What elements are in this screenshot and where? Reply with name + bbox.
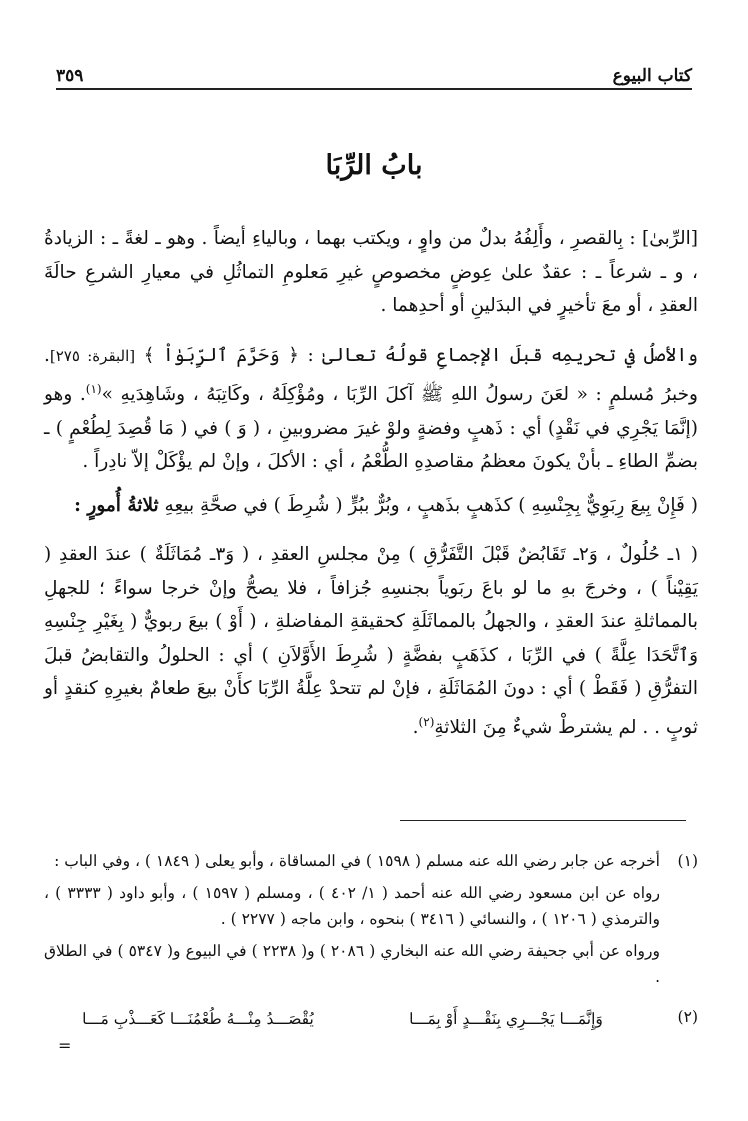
origin-text-a: والأصلُ في تحريمِه قبلَ الإجماعِ قولُهُ تعالىٰ : ﴿ وَحَرَّمَ ٱلرِّبَوٰاْ ﴾ [135,344,698,366]
origin-text-c: . وهو (إنَّمَا يَجْرِي في نَقْدٍ) أي : ذَهبٍ وفضةٍ ولوْ غيرَ مضروبينِ ، ( وَ ) في ( مَا قُصِدَ لِطُعْمٍ ) ـ بضمِّ الطاءِ ـ بأنْ يكونَ معظمُ مقاصدِهِ الطُّعْمُ ، أي : الأكلَ ، وإنْ لم يؤْكَلْ إلاّ نادِراً . [44,384,698,473]
footnote-marker-1: (١) [85,382,102,396]
footnote-2 [44,1004,698,1032]
footnote-paragraph: أخرجه عن جابر رضي الله عنه مسلم ( ١٥٩٨ ) في المساقاة ، وأبو يعلى ( ١٨٤٩ ) ، وفي الباب : [54,852,660,870]
book-title: كتاب البيوع [612,66,692,86]
page-number: ٣٥٩ [56,66,84,86]
origin-text-b: . وخبرُ مُسلمٍ : « لعَنَ رسولُ اللهِ ﷺ آكلَ الرِّبَا ، ومُؤْكِلَهُ ، وكَاتِبَهُ ، وشَاهِدَيهِ » [44,344,698,406]
main-text [44,222,698,754]
footnote-marker-2: (٢) [418,714,435,729]
quran-reference: [البقرة: ٢٧٥] [49,346,136,365]
footnote-divider [400,820,686,821]
verse-second-hemistich: يُقْصَـــدُ مِنْـــهُ طُعْمُنَـــا كَعَـــذْبِ مَـــا [82,1010,314,1028]
conditions-text: ( فَإِنْ بِيعَ رِبَوِيٌّ بِجِنْسِهِ ) كذَهبٍ بذَهبٍ ، وبُرٌّ ببُرٍّ ( شُرِطَ ) في صحَّةِ بيعِهِ [158,494,698,516]
paragraph-conditions [44,538,698,744]
paragraph-definition: [الرِّبىٰ] : بِالقصرِ ، وأَلِفُهُ بدلٌ من واوٍ ، ويكتب بهما ، وبالياءِ أيضاً . وهو ـ لغةً ـ : الزيادةُ ، و ـ شرعاً ـ : عقدٌ علىٰ عِوضٍ مخصوصٍ غيرِ مَعلومِ التماثُلِ في معيارِ الشرعِ حالَةَ العقدِ ، أو معَ تأخيرٍ في البدَلينِ أو أحدِهما . [44,228,698,316]
footnote-1 [44,848,698,996]
footnotes [44,848,698,1040]
paragraph-conditions-intro [44,489,698,523]
continuation-mark: = [58,1036,72,1055]
conditions-end: . [412,716,419,738]
three-matters: ثلاثةُ أُمورٍ : [74,494,159,516]
poem-verse [44,1006,660,1032]
conditions-detail: ( ١ـ حُلُولٌ ، وَ٢ـ تَقَابُضٌ قَبْلَ التَّفَرُّقِ ) مِنْ مجلسِ العقدِ ، ( وَ٣ـ مُمَاثَلَةٌ ) عندَ العقدِ ( يَقِيْناً ) ، وخرجَ بهِ ما لو باعَ ربَوياً بجنسِهِ جُزافاً ، فلا يصحُّ وإنْ خرجا سواءً ؛ للجهلِ بالمماثلةِ عندَ العقدِ ، والجهلُ بالمماثَلَةِ كحقيقةِ المفاضلةِ ، ( أَوْ ) بيعَ ربويٌّ ( بِغَيْرِ جِنْسِهِ وَٱتَّحَدَا عِلَّةً ) في الرِّبَا ، كذَهَبٍ بفضَّةٍ ( شُرِطَ الأَوَّلاَنِ ) أي : الحلولُ والتقابضُ قبلَ التفرُّقِ ( فَقَطْ ) أي : دونَ المُمَاثَلَةِ ، فإنْ لم تتحدْ عِلَّةُ الرِّبَا كأَنْ بيعَ طعامٌ بغيرِهِ كنقدٍ أو ثوبٍ . . لم يشترطْ شيءٌ مِنَ الثلاثةِ [44,544,699,738]
footnote-paragraph: ورواه عن أبي جحيفة رضي الله عنه البخاري ( ٢٠٨٦ ) و( ٢٢٣٨ ) في البيوع و( ٥٣٤٧ ) في الطلاق . [44,942,660,986]
verse-first-hemistich: وَإِنَّمَـــا يَجْـــرِي بِنَقْـــدٍ أَوْ بِمَـــا [409,1010,603,1028]
footnote-paragraph: رواه عن ابن مسعود رضي الله عنه أحمد ( ١/ ٤٠٢ ) ، ومسلم ( ١٥٩٧ ) ، وأبو داود ( ٣٣٣٣ ) ، والترمذي ( ١٢٠٦ ) ، والنسائي ( ٣٤١٦ ) بنحوه ، وابن ماجه ( ٢٢٧٧ ) . [44,884,661,928]
footnote-number: (٢) [677,1008,698,1026]
paragraph-origin [44,339,698,479]
footnote-number: (١) [677,852,698,870]
running-header [56,58,692,86]
chapter-title: بابُ الرِّبَا [325,150,423,181]
header-divider [56,88,692,90]
